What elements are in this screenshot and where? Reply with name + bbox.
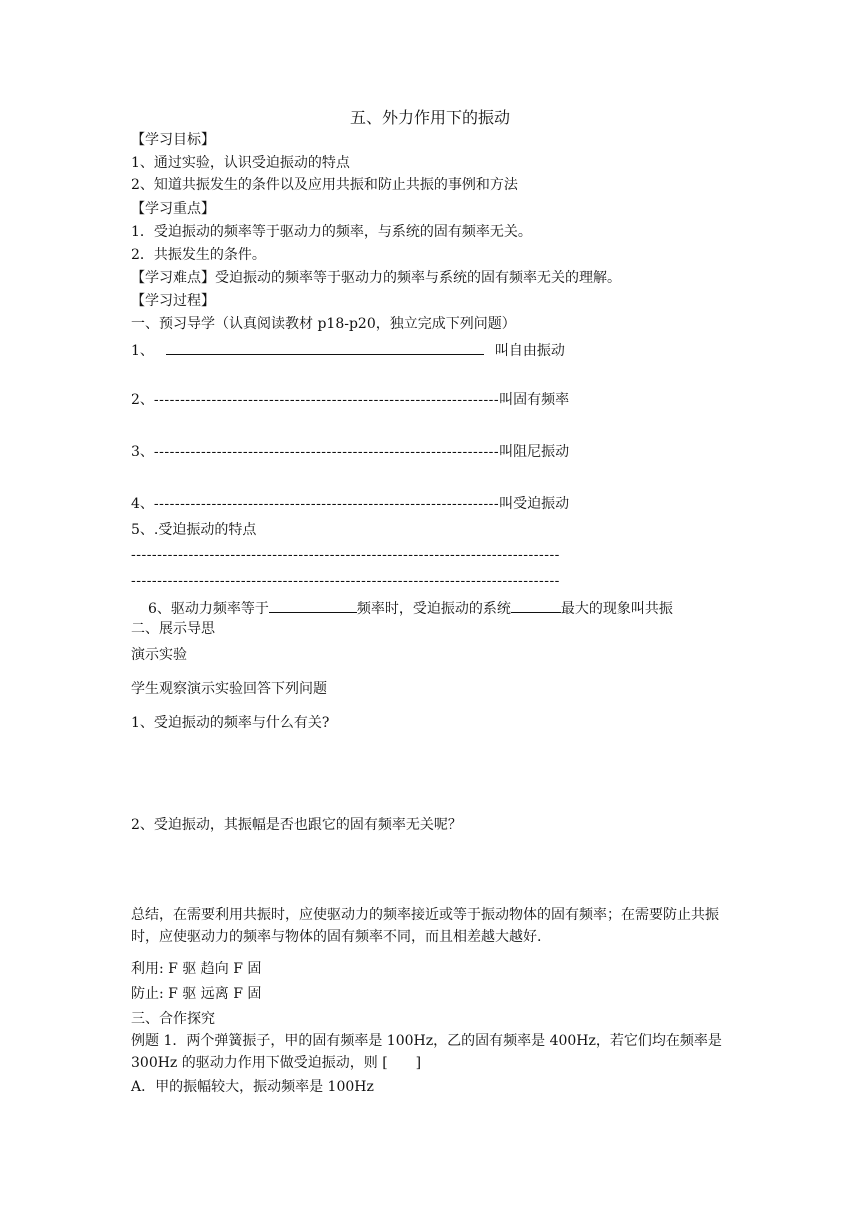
difficulty-header: 【学习难点】 [131,270,215,286]
question-4-suffix: 叫受迫振动 [499,496,570,512]
use-line: 利用: F 驱 趋向 F 固 [131,961,262,977]
question-2-dashes: ------------------------------------------------------------------ [153,392,500,408]
page-title: 五、外力作用下的振动 [349,108,510,127]
observation-question-2: 2、受迫振动，其振幅是否也跟它的固有频率无关呢？ [131,817,462,833]
section-1-heading: 一、预习导学（认真阅读教材 p18-p20，独立完成下列问题） [131,316,516,332]
question-4 [131,494,569,514]
key-header: 【学习重点】 [131,201,215,217]
question-1-blank[interactable] [166,339,484,355]
question-5-line-2: ---------------------------------------------------------------------------------- [131,573,560,589]
question-3 [131,442,569,462]
observe-label: 学生观察演示实验回答下列问题 [131,681,327,697]
question-6-prefix: 6、驱动力频率等于 [148,601,269,617]
question-1-suffix: 叫自由振动 [494,343,565,359]
example-1: 例题 1．两个弹簧振子，甲的固有频率是 100Hz，乙的固有频率是 400Hz，若它们均在频率是 300Hz 的驱动力作用下做受迫振动，则 [ ] [131,1033,722,1071]
question-4-dashes: ------------------------------------------------------------------ [153,496,500,512]
goal-2: 2、知道共振发生的条件以及应用共振和防止共振的事例和方法 [131,177,518,193]
question-6 [148,597,673,619]
question-4-number: 4、 [131,496,154,512]
section-2-heading: 二、展示导思 [131,621,215,637]
key-2: 2．共振发生的条件。 [131,247,266,263]
question-5: 5、.受迫振动的特点 [131,522,257,538]
question-5-line-1: ---------------------------------------------------------------------------------- [131,547,560,563]
section-3-heading: 三、合作探究 [131,1011,215,1027]
question-2-number: 2、 [131,392,154,408]
option-a: A．甲的振幅较大，振动频率是 100Hz [131,1079,374,1095]
key-1: 1．受迫振动的频率等于驱动力的频率，与系统的固有频率无关。 [131,224,532,240]
question-2 [131,390,569,410]
difficulty-text: 受迫振动的频率等于驱动力的频率与系统的固有频率无关的理解。 [215,270,621,286]
question-6-mid: 频率时，受迫振动的系统 [356,601,511,617]
question-2-suffix: 叫固有频率 [499,392,570,408]
summary-paragraph: 总结，在需要利用共振时，应使驱动力的频率接近或等于振动物体的固有频率；在需要防止共振时，应使驱动力的频率与物体的固有频率不同，而且相差越大越好. [131,907,719,945]
demo-label: 演示实验 [131,647,187,663]
question-1-number: 1、 [131,343,154,359]
goal-1: 1、通过实验，认识受迫振动的特点 [131,155,350,171]
process-header: 【学习过程】 [131,293,215,309]
question-1 [131,339,565,361]
observation-question-1: 1、受迫振动的频率与什么有关? [131,715,330,731]
goals-header: 【学习目标】 [131,132,215,148]
question-6-blank-1[interactable] [269,597,357,613]
question-6-blank-2[interactable] [511,597,561,613]
question-3-suffix: 叫阻尼振动 [499,444,570,460]
question-3-dashes: ------------------------------------------------------------------ [153,444,500,460]
prevent-line: 防止: F 驱 远离 F 固 [131,986,262,1002]
question-6-suffix: 最大的现象叫共振 [560,601,673,617]
question-3-number: 3、 [131,444,154,460]
difficulty-line [131,268,621,288]
